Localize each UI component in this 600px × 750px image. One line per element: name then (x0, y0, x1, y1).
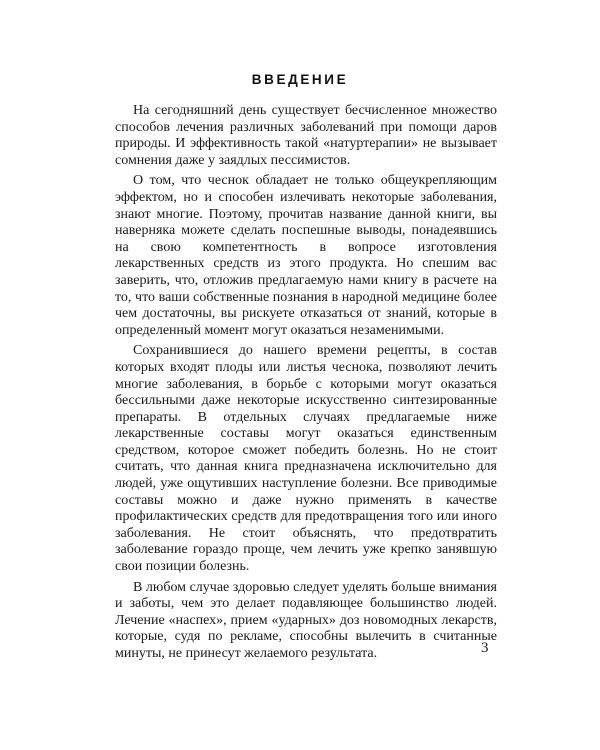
paragraph: О том, что чеснок обладает не только общеукрепляющим эффектом, но и способен излечивать некоторые заболевания, знают многие. Поэтому, прочитав название данной книги, вы наверняка можете сделать поспешные выводы, понадеявшись на свою компетентность в вопросе изготовления лекарственных средств из этого продукта. Но спешим вас заверить, что, отложив предлагаемую нами книгу в расчете на то, что ваши собственные познания в народной медицине более чем достаточны, вы рискуете отказаться от знаний, которые в определенный момент могут оказаться незаменимыми. (115, 173, 497, 338)
page-number: 3 (481, 640, 489, 656)
chapter-title: ВВЕДЕНИЕ (251, 72, 349, 87)
paragraph: В любом случае здоровью следует уделять больше внимания и заботы, чем это делает подавляющее большинство людей. Лечение «наспех», прием «ударных» доз новомодных лекарств, которые, судя по рекламе, способны вылечить в считанные минуты, не принесут желаемого результата. (115, 579, 497, 661)
body-text (115, 103, 497, 667)
paragraph: На сегодняшний день существует бесчисленное множество способов лечения различных заболеваний при помощи даров природы. И эффективность такой «натуртерапии» не вызывает сомнения даже у заядлых пессимистов. (115, 103, 497, 168)
paragraph: Сохранившиеся до нашего времени рецепты, в состав которых входят плоды или листья чеснока, позволяют лечить многие заболевания, в борьбе с которыми могут оказаться бессильными даже некоторые искусственно синтезированные препараты. В отдельных случаях предлагаемые ниже лекарственные составы могут оказаться единственным средством, которое сможет победить болезнь. Но не стоит считать, что данная книга предназначена исключительно для людей, уже ощутивших наступление болезни. Все приводимые составы можно и даже нужно применять в качестве профилактических средств для предотвращения того или иного заболевания. Не стоит объяснять, что предотвратить заболевание гораздо проще, чем лечить уже крепко занявшую свои позиции болезнь. (115, 343, 497, 575)
